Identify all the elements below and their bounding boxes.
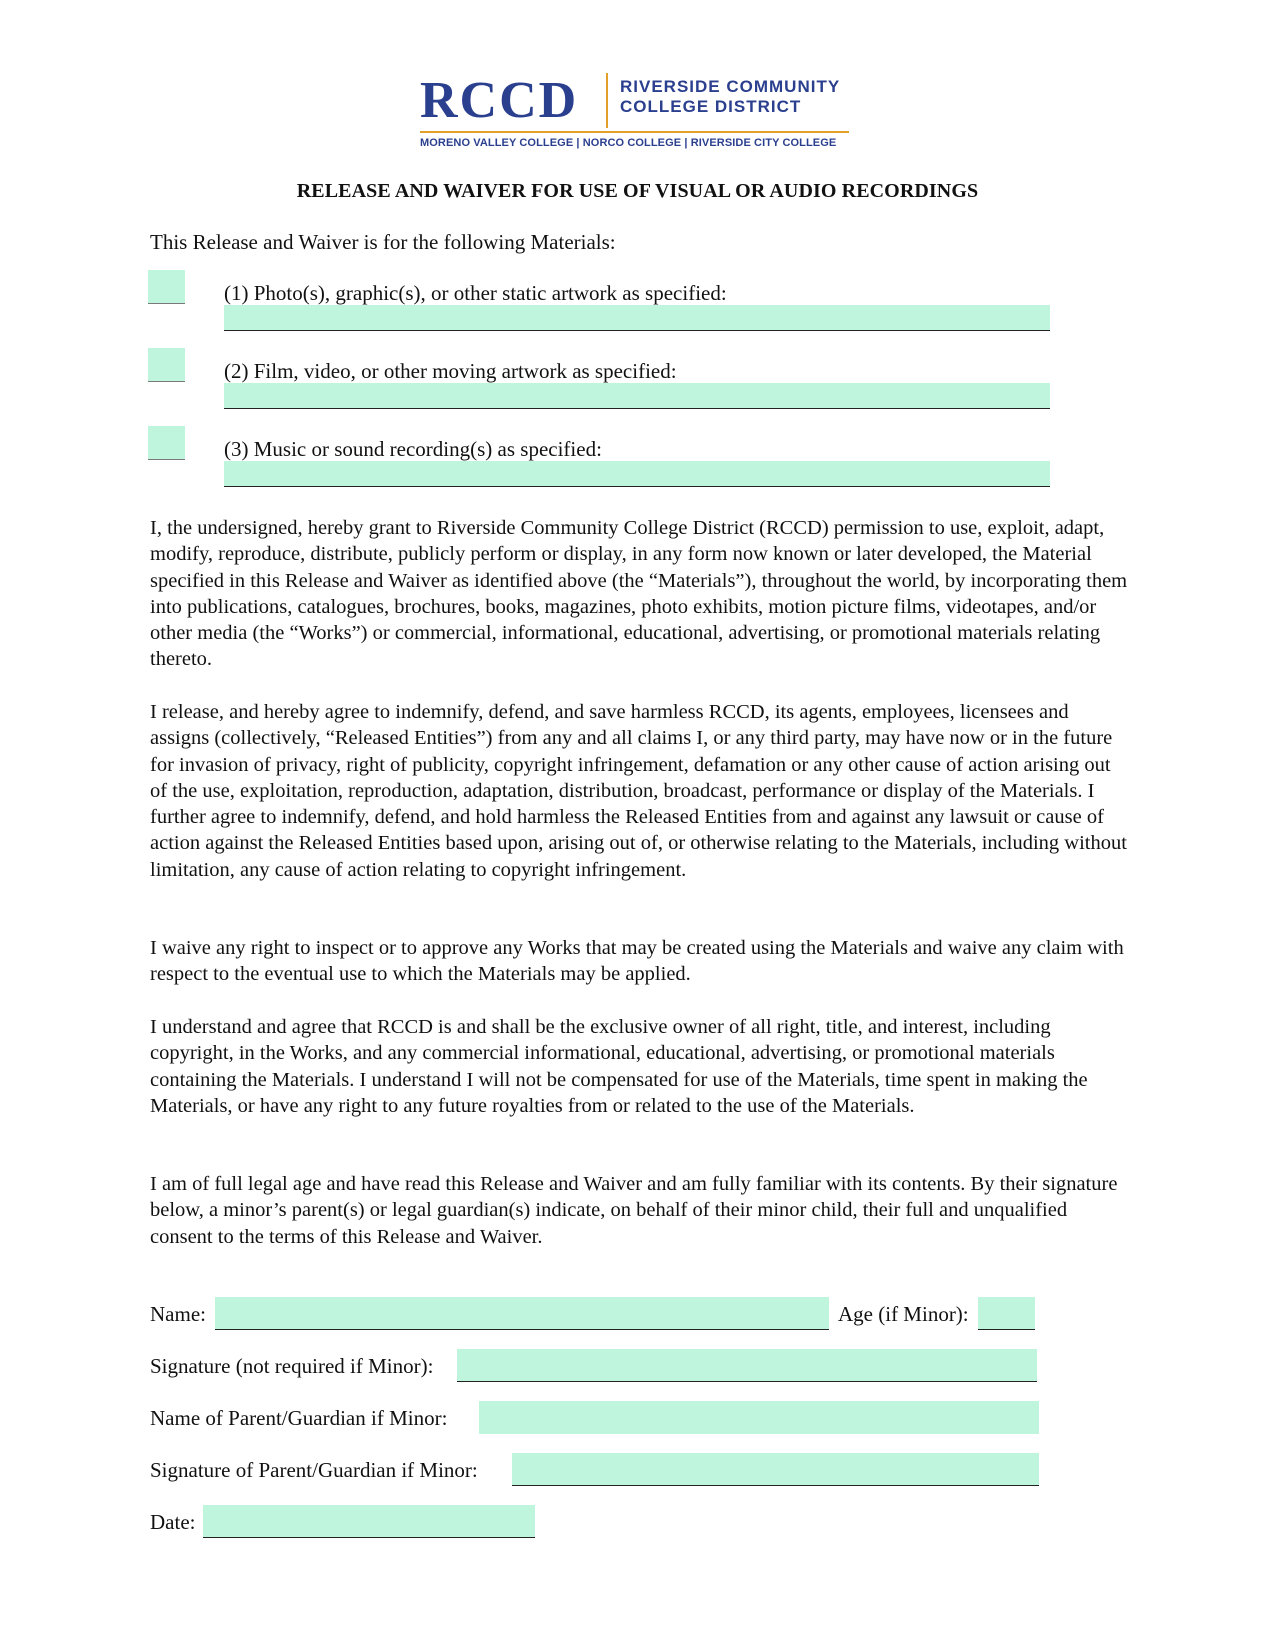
signature-field[interactable] — [457, 1349, 1037, 1382]
logo-mark: RCCD — [420, 72, 579, 129]
guardian-name-label: Name of Parent/Guardian if Minor: — [150, 1406, 448, 1430]
material-1-checkbox[interactable] — [148, 270, 185, 304]
material-3-field[interactable] — [224, 461, 1050, 487]
waive-paragraph: I waive any right to inspect or to approve any Works that may be created using the Materials and waive any claim with respect to the eventual use to which the Materials may be applied. — [150, 937, 1124, 986]
logo-district-name — [620, 77, 840, 117]
material-2-field[interactable] — [224, 383, 1050, 409]
logo-divider — [606, 73, 608, 128]
material-1-label: (1) Photo(s), graphic(s), or other static artwork as specified: — [224, 281, 727, 305]
material-3-checkbox[interactable] — [148, 426, 185, 460]
name-label: Name: — [150, 1302, 206, 1326]
guardian-signature-field[interactable] — [512, 1453, 1039, 1486]
logo-rule — [420, 131, 849, 133]
logo-colleges: MORENO VALLEY COLLEGE | NORCO COLLEGE | RIVERSIDE CITY COLLEGE — [420, 137, 837, 149]
material-3-label: (3) Music or sound recording(s) as specified: — [224, 437, 602, 461]
consent-paragraph: I am of full legal age and have read this Release and Waiver and am fully familiar with its contents. By their signature below, a minor’s parent(s) or legal guardian(s) indicate, on behalf of their minor child, their full and unqualified consent to the terms of this Release and Waiver. — [150, 1173, 1118, 1248]
age-field[interactable] — [978, 1297, 1035, 1330]
signature-label: Signature (not required if Minor): — [150, 1354, 434, 1378]
release-paragraph: I release, and hereby agree to indemnify, defend, and save harmless RCCD, its agents, employees, licensees and assigns (collectively, “Released Entities”) from any and all claims I, or any third party, may have now or in the future for invasion of privacy, right of publicity, copyright infringement, defamation or any other cause of action arising out of the use, exploitation, reproduction, adaptation, distribution, broadcast, performance or display of the Materials. I further agree to indemnify, defend, and hold harmless the Released Entities from and against any lawsuit or cause of action against the Released Entities based upon, arising out of, or otherwise relating to the Materials, including without limitation, any cause of action relating to copyright infringement. — [150, 701, 1127, 881]
date-field[interactable] — [203, 1505, 535, 1538]
guardian-name-field[interactable] — [479, 1401, 1039, 1434]
material-2-label: (2) Film, video, or other moving artwork as specified: — [224, 359, 677, 383]
date-label: Date: — [150, 1510, 196, 1534]
ownership-paragraph: I understand and agree that RCCD is and shall be the exclusive owner of all right, title, and interest, including copyright, in the Works, and any commercial informational, educational, advertising, or promotional materials containing the Materials. I understand I will not be compensated for use of the Materials, time spent in making the Materials, or have any right to any future royalties from or related to the use of the Materials. — [150, 1016, 1088, 1117]
rccd-logo — [420, 71, 850, 161]
name-field[interactable] — [215, 1297, 829, 1330]
guardian-signature-label: Signature of Parent/Guardian if Minor: — [150, 1458, 478, 1482]
grant-paragraph: I, the undersigned, hereby grant to Riverside Community College District (RCCD) permission to use, exploit, adapt, modify, reproduce, distribute, publicly perform or display, in any form now known or later developed, the Material specified in this Release and Waiver as identified above (the “Materials”), throughout the world, by incorporating them into publications, catalogues, brochures, books, magazines, photo exhibits, motion picture films, videotapes, and/or other media (the “Works”) or commercial, informational, educational, advertising, or promotional materials relating thereto. — [150, 517, 1128, 671]
intro-text: This Release and Waiver is for the following Materials: — [150, 230, 616, 254]
logo-name-line1: RIVERSIDE COMMUNITY — [620, 77, 841, 96]
material-1-field[interactable] — [224, 305, 1050, 331]
material-2-checkbox[interactable] — [148, 348, 185, 382]
logo-name-line2: COLLEGE DISTRICT — [620, 97, 802, 116]
age-label: Age (if Minor): — [838, 1302, 969, 1326]
document-title: RELEASE AND WAIVER FOR USE OF VISUAL OR AUDIO RECORDINGS — [296, 180, 979, 202]
